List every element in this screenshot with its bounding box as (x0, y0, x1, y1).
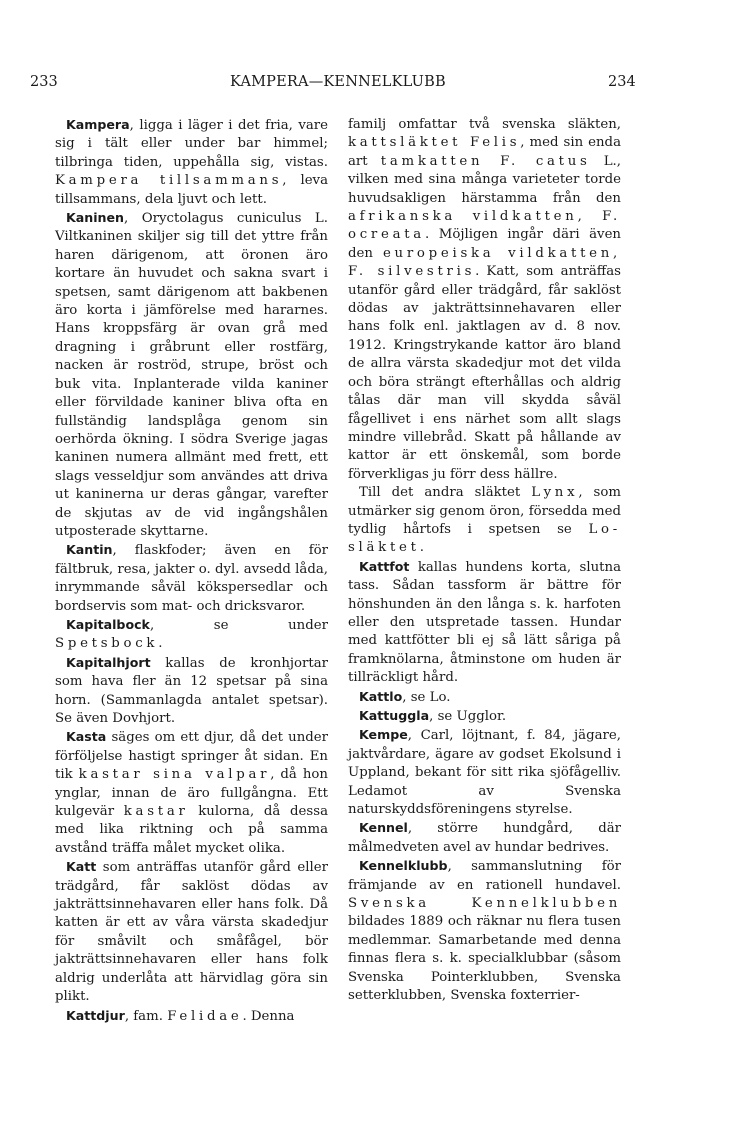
entry-text: Till det andra släktet (359, 485, 532, 501)
entry-text: . (419, 540, 424, 556)
entry-text: . (158, 636, 163, 652)
running-head: KAMPERA—KENNELKLUBB (230, 74, 446, 90)
entry-text: , sammanslutning för främjande av en rationell hundavel. (348, 859, 621, 893)
spaced-term: Svenska Kennelklubben (348, 896, 621, 912)
entry-text: , Oryctolagus cuniculus L. Viltkaninen skiljer sig till det yttre från haren därigenom, att öronen äro kortare än huvudet och sakna svart i spetsen, samt därigenom att bakbenen äro korta i jämförelse med hararnes. Hans kroppsfärg är ovan grå med dragning i gråbrunt eller rostfärg, nacken är roströd, strupe, bröst och buk vita. Inplanterade vilda kaniner eller förvildade kaniner bliva ofta en fullständig landsplåga genom sin oerhörda ökning. I södra Sverige jagas kaninen numera allmänt med frett, ett slags vesseldjur som användes att driva ut kaninerna ur deras gångar, varefter de skjutas av de vid ingångshålen utposterade skyttarne. (55, 211, 328, 539)
dictionary-entry (348, 688, 621, 707)
entry-headword: Kattdjur (66, 1007, 125, 1023)
entry-text: familj omfattar två svenska släkten, (348, 117, 621, 132)
entry-headword: Kapitalhjort (66, 654, 151, 670)
entry-headword: Kasta (66, 729, 107, 745)
entry-text: , med sin enda art (348, 135, 621, 169)
dictionary-entry (348, 819, 621, 857)
dictionary-entry (55, 116, 328, 209)
page-number-right: 234 (608, 74, 636, 90)
spaced-term: Felidae (167, 1008, 243, 1024)
entry-text: , se under (149, 617, 328, 633)
spaced-term: europeiska vildkatten, F. silvestris (348, 245, 621, 280)
dictionary-entry (348, 707, 621, 726)
entry-headword: Kampera (66, 117, 130, 132)
entry-headword: Kattuggla (359, 708, 430, 723)
entry-headword: Kantin (66, 542, 113, 558)
entry-text: . Möjligen ingår däri även den (348, 227, 621, 261)
dictionary-entry (55, 616, 328, 654)
dictionary-entry (55, 541, 328, 616)
entry-headword: Katt (66, 859, 97, 875)
entry-headword: Kempe (359, 727, 408, 743)
entry-headword: Kaninen (66, 210, 125, 226)
entry-text: , större hundgård, där målmedveten avel av hundar bedrives. (348, 821, 621, 855)
entry-text: kulorna, då dessa med lika riktning och på samma avstånd träffa målet mycket olika. (55, 804, 329, 856)
entry-headword: Kattlo (359, 688, 403, 704)
entry-text: säges om ett djur, då det under förföljelse hastigt springer åt sidan. En tik (55, 730, 328, 783)
spaced-term: afrikanska vildkatten, F. ocreata (348, 209, 621, 243)
spaced-term: Spetsbock (55, 636, 159, 652)
spaced-term: Lynx (531, 485, 579, 501)
spaced-term: kastar (123, 804, 189, 820)
entry-text: , se Lo. (402, 689, 451, 705)
entry-headword: Kattfot (359, 558, 410, 574)
entry-text: , leva tillsammans, dela ljuvt och lett. (55, 173, 328, 207)
dictionary-entry (348, 857, 621, 1005)
entry-text: , flaskfoder; även en för fältbruk, resa, jakter o. dyl. avsedd låda, inrymmande såväl kökspersedlar och bordservis som mat- och dricksvaror. (55, 543, 328, 614)
entry-headword: Kennelklubb (359, 858, 448, 874)
dictionary-entry (348, 116, 621, 484)
entry-text: , se Ugglor. (429, 709, 507, 724)
entry-text: kallas de kronhjortar som hava fler än 12 spetsar på sina horn. (Sammanlagda antalet spetsar). Se även Dovhjort. (55, 655, 328, 726)
entry-text: , som utmärker sig genom öron, försedda med tydlig hårtofs i spetsen se (348, 485, 621, 537)
dictionary-entry (348, 558, 621, 688)
entry-text: , ligga i läger i det fria, vare sig i tält eller under bar himmel; tilbringa tiden, uppehålla sig, vistas. (55, 118, 328, 170)
spaced-term: kattsläktet Felis (348, 135, 521, 151)
entry-text: , då hon ynglar, innan de äro fullgångna. Ett kulgevär (55, 767, 328, 820)
entry-text: bildades 1889 och räknar nu flera tusen medlemmar. Samarbetande med denna finnas flera s. k. specialklubbar (såsom Svenska Pointerklubben, Svenska setterklubben, Svenska foxterrier- (348, 914, 621, 1004)
entry-text: . Denna (242, 1008, 295, 1024)
dictionary-entry (348, 484, 621, 558)
dictionary-entry (348, 726, 621, 819)
entry-text: , Carl, löjtnant, f. 84, jägare, jaktvårdare, ägare av godset Ekolsund i Uppland, bekant för sitt rika sjöfågelliv. Ledamot av Svenska naturskyddsföreningens styrelse. (348, 728, 621, 818)
entry-text: L., vilken med sina många varieteter torde huvudsakligen härstamma från den (348, 153, 622, 206)
dictionary-entry (55, 728, 328, 858)
entry-text: kallas hundens korta, slutna tass. Sådan tassform är bättre för hönshunden än den långa s. k. harfoten eller den utspretade tassen. Hundar med kattfötter bli ej så lätt såriga på framknölarna, åtminstone om huden är tillräckligt hård. (348, 559, 621, 686)
dictionary-entry (55, 209, 328, 541)
dictionary-entry (55, 858, 328, 1006)
page-header (30, 74, 636, 96)
spaced-term: tamkatten F. catus (380, 153, 591, 169)
entry-headword: Kapitalbock (66, 616, 150, 632)
entry-headword: Kennel (359, 820, 408, 836)
entry-text: . Katt, som anträffas utanför gård eller trädgård, får saklöst dödas av jakträttsinnehavaren eller hans folk enl. jaktlagen av d. 8 nov. 1912. Kringstrykande kattor äro bland de allra värsta skadedjur mot det vilda och böra strängt efterhållas och aldrig tålas där man vill skydda såväl fågellivet i ens närhet som allt slags mindre villebråd. Skatt på hållande av kattor är ett önskemål, som borde förverkligas ju förr dess hällre. (348, 264, 621, 482)
entry-text: , fam. (124, 1008, 168, 1024)
spaced-term: Lo-släktet (348, 521, 621, 556)
left-column (55, 116, 328, 1026)
spaced-term: Kampera tillsammans (55, 173, 283, 189)
dictionary-entry (55, 1007, 328, 1026)
right-column (348, 116, 621, 1006)
dictionary-entry (55, 654, 328, 729)
page-number-left: 233 (30, 74, 58, 90)
spaced-term: kastar sina valpar (78, 767, 271, 783)
entry-text: som anträffas utanför gård eller trädgård, får saklöst dödas av jakträttsinnehavaren eller hans folk. Då katten är ett av våra värsta skadedjur för småvilt och småfågel, bör jakträttsinnehavaren eller hans folk aldrig underlåta att härvidlag göra sin plikt. (55, 860, 328, 1005)
